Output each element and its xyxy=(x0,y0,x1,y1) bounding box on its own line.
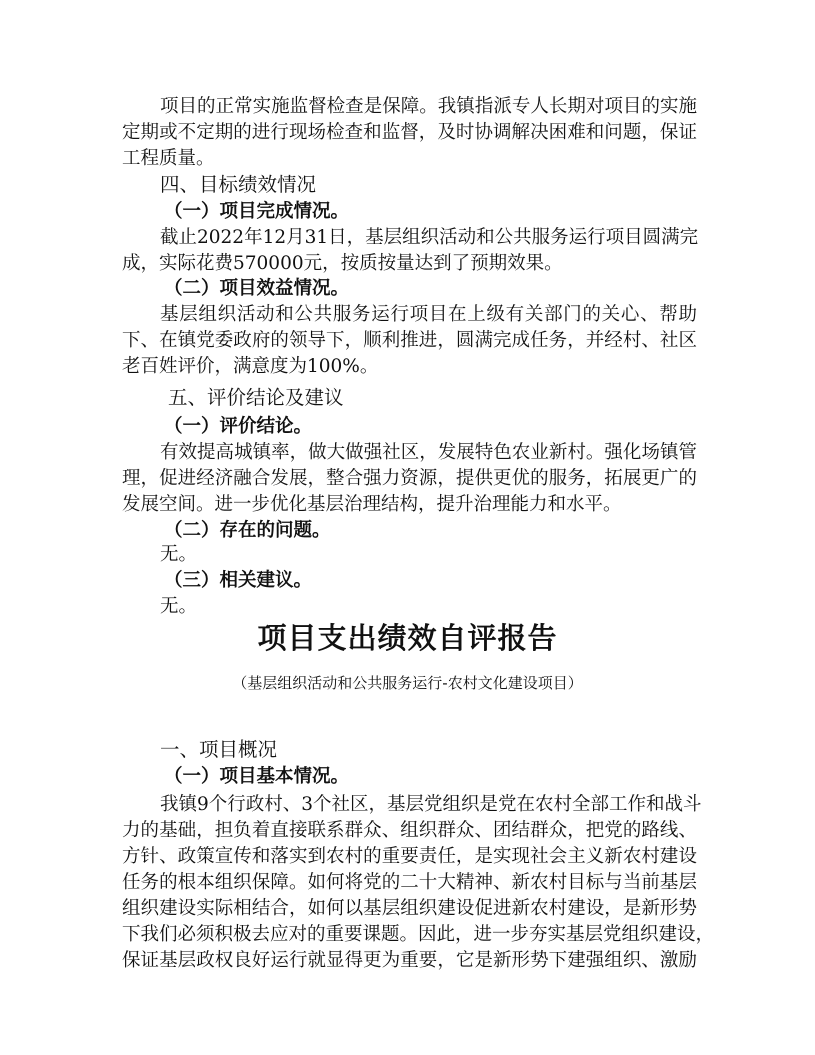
subheading-benefit: （二）项目效益情况。 xyxy=(164,278,350,299)
paragraph-line: 下我们必须积极去应对的重要课题。因此，进一步夯实基层党组织建设， xyxy=(122,924,715,945)
subheading-basic-info: （一）项目基本情况。 xyxy=(164,766,350,787)
paragraph-line: 力的基础，担负着直接联系群众、组织群众、团结群众，把党的路线、 xyxy=(122,820,697,841)
paragraph-line: 理，促进经济融合发展，整合强力资源，提供更优的服务，拓展更广的 xyxy=(122,468,697,489)
paragraph-line: 组织建设实际相结合，如何以基层组织建设促进新农村建设，是新形势 xyxy=(122,898,697,919)
report-subtitle: （基层组织活动和公共服务运行-农村文化建设项目） xyxy=(232,674,583,692)
paragraph-line: 保证基层政权良好运行就显得更为重要，它是新形势下建强组织、激励 xyxy=(122,950,697,971)
subheading-conclusion: （一）评价结论。 xyxy=(164,416,313,437)
subheading-completion: （一）项目完成情况。 xyxy=(164,201,350,222)
paragraph-line: 发展空间。进一步优化基层治理结构，提升治理能力和水平。 xyxy=(122,494,622,515)
paragraph-line: 任务的根本组织保障。如何将党的二十大精神、新农村目标与当前基层 xyxy=(122,872,697,893)
subheading-problems: （二）存在的问题。 xyxy=(164,520,331,541)
paragraph-line: 成，实际花费570000元，按质按量达到了预期效果。 xyxy=(122,253,563,274)
heading-section-four: 四、目标绩效情况 xyxy=(160,173,317,196)
paragraph-line: 项目的正常实施监督检查是保障。我镇指派专人长期对项目的实施 xyxy=(160,96,697,117)
paragraph-line: 无。 xyxy=(160,596,198,617)
subheading-suggestions: （三）相关建议。 xyxy=(164,570,313,591)
paragraph-line: 下、在镇党委政府的领导下，顺利推进，圆满完成任务，并经村、社区 xyxy=(122,330,697,351)
heading-section-five: 五、评价结论及建议 xyxy=(168,386,344,409)
paragraph-line: 有效提高城镇率，做大做强社区，发展特色农业新村。强化场镇管 xyxy=(160,442,697,463)
paragraph-line: 定期或不定期的进行现场检查和监督，及时协调解决困难和问题，保证 xyxy=(122,122,697,143)
paragraph-line: 老百姓评价，满意度为100%。 xyxy=(122,356,379,377)
paragraph-line: 无。 xyxy=(160,544,198,565)
paragraph-line: 方针、政策宣传和落实到农村的重要责任，是实现社会主义新农村建设 xyxy=(122,846,697,867)
heading-section-one: 一、项目概况 xyxy=(160,738,278,761)
paragraph-line: 截止2022年12月31日，基层组织活动和公共服务运行项目圆满完 xyxy=(160,227,699,248)
paragraph-line: 基层组织活动和公共服务运行项目在上级有关部门的关心、帮助 xyxy=(160,304,697,325)
paragraph-line: 我镇9个行政村、3个社区，基层党组织是党在农村全部工作和战斗 xyxy=(160,794,702,815)
paragraph-line: 工程质量。 xyxy=(122,148,215,169)
report-title: 项目支出绩效自评报告 xyxy=(257,621,558,655)
